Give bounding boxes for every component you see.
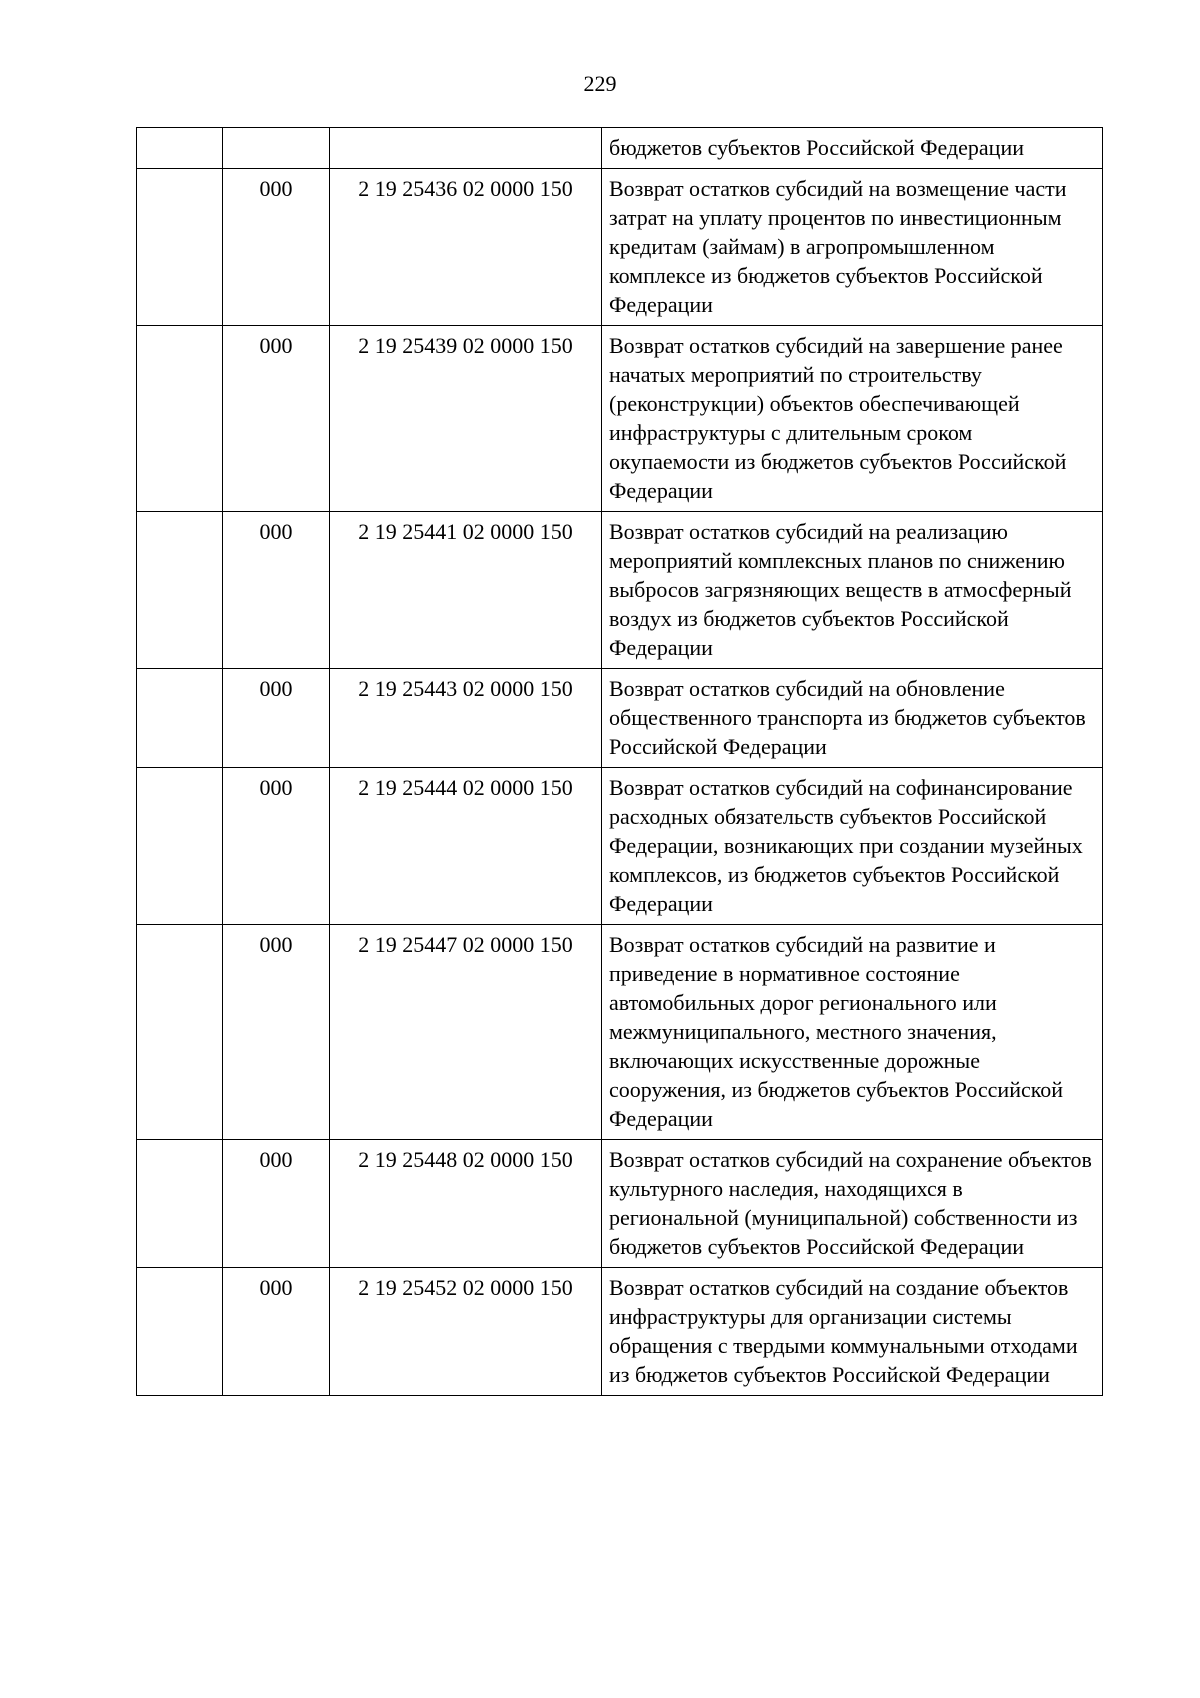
table-row bbox=[137, 128, 1103, 169]
empty-cell bbox=[137, 128, 223, 169]
income-name-cell: Возврат остатков субсидий на создание объектов инфраструктуры для организации системы обращения с твердыми коммунальными отходами из бюджетов субъектов Российской Федерации bbox=[602, 1268, 1103, 1396]
budget-classification-code-cell: 2 19 25447 02 0000 150 bbox=[330, 925, 602, 1140]
income-name-cell: Возврат остатков субсидий на завершение ранее начатых мероприятий по строительству (реконструкции) объектов обеспечивающей инфраструктуры с длительным сроком окупаемости из бюджетов субъектов Российской Федерации bbox=[602, 326, 1103, 512]
table-row bbox=[137, 669, 1103, 768]
income-name-cell: Возврат остатков субсидий на сохранение объектов культурного наследия, находящихся в региональной (муниципальной) собственности из бюджетов субъектов Российской Федерации bbox=[602, 1140, 1103, 1268]
budget-classification-code-cell: 2 19 25441 02 0000 150 bbox=[330, 512, 602, 669]
empty-cell bbox=[137, 925, 223, 1140]
empty-cell bbox=[137, 326, 223, 512]
budget-classification-code-cell: 2 19 25452 02 0000 150 bbox=[330, 1268, 602, 1396]
table-row bbox=[137, 1268, 1103, 1396]
income-name-cell: Возврат остатков субсидий на возмещение части затрат на уплату процентов по инвестиционным кредитам (займам) в агропромышленном комплексе из бюджетов субъектов Российской Федерации bbox=[602, 169, 1103, 326]
admin-code-cell: 000 bbox=[223, 326, 330, 512]
table-row bbox=[137, 1140, 1103, 1268]
admin-code-cell: 000 bbox=[223, 512, 330, 669]
budget-codes-table bbox=[136, 127, 1103, 1396]
table-body bbox=[137, 128, 1103, 1396]
income-name-cell: Возврат остатков субсидий на софинансирование расходных обязательств субъектов Российской Федерации, возникающих при создании музейных комплексов, из бюджетов субъектов Российской Федерации bbox=[602, 768, 1103, 925]
budget-classification-code-cell: 2 19 25436 02 0000 150 bbox=[330, 169, 602, 326]
empty-cell bbox=[137, 1268, 223, 1396]
income-name-cell: Возврат остатков субсидий на реализацию мероприятий комплексных планов по снижению выбросов загрязняющих веществ в атмосферный воздух из бюджетов субъектов Российской Федерации bbox=[602, 512, 1103, 669]
table-row bbox=[137, 925, 1103, 1140]
income-name-cell: бюджетов субъектов Российской Федерации bbox=[602, 128, 1103, 169]
table-row bbox=[137, 169, 1103, 326]
budget-classification-code-cell: 2 19 25448 02 0000 150 bbox=[330, 1140, 602, 1268]
table-row bbox=[137, 326, 1103, 512]
empty-cell bbox=[137, 768, 223, 925]
admin-code-cell: 000 bbox=[223, 1268, 330, 1396]
budget-classification-code-cell: 2 19 25444 02 0000 150 bbox=[330, 768, 602, 925]
income-name-cell: Возврат остатков субсидий на развитие и приведение в нормативное состояние автомобильных дорог регионального или межмуниципального, местного значения, включающих искусственные дорожные сооружения, из бюджетов субъектов Российской Федерации bbox=[602, 925, 1103, 1140]
admin-code-cell: 000 bbox=[223, 169, 330, 326]
admin-code-cell: 000 bbox=[223, 925, 330, 1140]
budget-classification-code-cell bbox=[330, 128, 602, 169]
empty-cell bbox=[137, 1140, 223, 1268]
admin-code-cell: 000 bbox=[223, 1140, 330, 1268]
table-row bbox=[137, 512, 1103, 669]
budget-classification-code-cell: 2 19 25439 02 0000 150 bbox=[330, 326, 602, 512]
income-name-cell: Возврат остатков субсидий на обновление общественного транспорта из бюджетов субъектов Российской Федерации bbox=[602, 669, 1103, 768]
admin-code-cell: 000 bbox=[223, 768, 330, 925]
admin-code-cell: 000 bbox=[223, 669, 330, 768]
empty-cell bbox=[137, 169, 223, 326]
budget-classification-code-cell: 2 19 25443 02 0000 150 bbox=[330, 669, 602, 768]
page-number: 229 bbox=[583, 71, 617, 96]
empty-cell bbox=[137, 669, 223, 768]
admin-code-cell bbox=[223, 128, 330, 169]
table-row bbox=[137, 768, 1103, 925]
empty-cell bbox=[137, 512, 223, 669]
